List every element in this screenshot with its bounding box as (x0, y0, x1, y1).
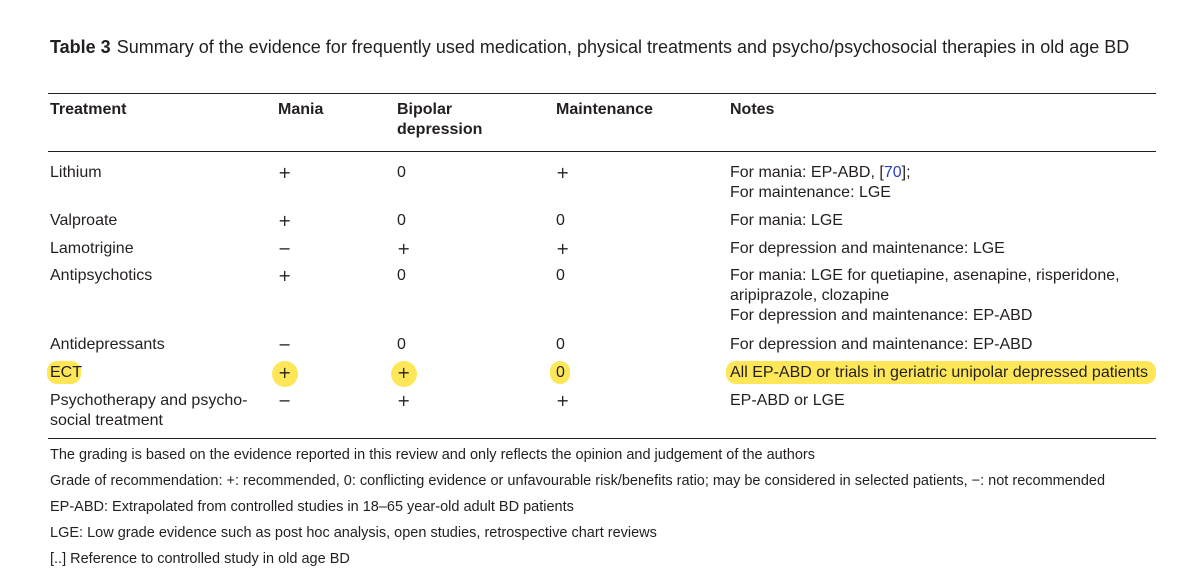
header-bipolar-depression (397, 100, 482, 140)
footnote-grade-of-recommendation: Grade of recommendation: +: recommended, 0: conflicting evidence or unfavourable risk/benefits ratio; may be considered in selected patients, −: not recommended (50, 473, 1106, 489)
row-lamotrigine-mania: − (278, 239, 292, 258)
antipsychotics-notes-line1: For mania: LGE for quetiapine, asenapine, risperidone, (730, 267, 1120, 284)
table-label: Table 3 (50, 37, 111, 57)
row-lamotrigine-notes: For depression and maintenance: LGE (730, 240, 1005, 257)
row-lithium-bipolar: 0 (397, 164, 406, 181)
row-antidepressants-mania: − (278, 335, 292, 354)
footnote-reference: [..] Reference to controlled study in old age BD (50, 551, 350, 567)
table-header-rule (48, 151, 1156, 152)
antipsychotics-notes-line3: For depression and maintenance: EP-ABD (730, 307, 1033, 324)
row-antipsychotics-bipolar: 0 (397, 267, 406, 284)
row-lamotrigine-bipolar: + (397, 239, 411, 258)
psychotherapy-treatment-line2: social treatment (50, 412, 163, 429)
table-top-rule (48, 93, 1156, 94)
row-lithium-treatment: Lithium (50, 164, 102, 181)
footnote-lge: LGE: Low grade evidence such as post hoc analysis, open studies, retrospective chart reviews (50, 525, 657, 541)
row-antipsychotics-maintenance: 0 (556, 267, 565, 284)
row-antidepressants-notes: For depression and maintenance: EP-ABD (730, 336, 1033, 353)
lithium-notes-line2: For maintenance: LGE (730, 184, 891, 201)
antipsychotics-notes-line2: aripiprazole, clozapine (730, 287, 890, 304)
row-antidepressants-maintenance: 0 (556, 336, 565, 353)
lithium-notes-suffix: ]; (901, 164, 911, 181)
table-caption (50, 34, 1160, 60)
row-psychotherapy-notes: EP-ABD or LGE (730, 392, 845, 409)
lithium-notes-text: For mania: EP-ABD, [ (730, 164, 884, 181)
row-ect-notes: All EP-ABD or trials in geriatric unipolar depressed patients (730, 364, 1148, 381)
row-valproate-bipolar: 0 (397, 212, 406, 229)
row-antipsychotics-treatment: Antipsychotics (50, 267, 153, 284)
header-bipolar-line2: depression (397, 121, 483, 138)
header-notes: Notes (730, 101, 775, 118)
row-valproate-treatment: Valproate (50, 212, 118, 229)
header-mania: Mania (278, 101, 324, 118)
row-lamotrigine-maintenance: + (556, 239, 570, 258)
header-treatment: Treatment (50, 101, 127, 118)
row-ect-mania: + (278, 363, 292, 382)
row-ect-maintenance: 0 (556, 364, 565, 381)
row-valproate-maintenance: 0 (556, 212, 565, 229)
row-psychotherapy-mania: − (278, 391, 292, 410)
row-lithium-mania: + (278, 163, 292, 182)
row-antipsychotics-mania: + (278, 266, 292, 285)
row-ect-treatment: ECT (50, 364, 82, 381)
table-bottom-rule (48, 438, 1156, 439)
row-antipsychotics-notes (730, 266, 1120, 326)
header-bipolar-line1: Bipolar (397, 101, 453, 118)
row-antidepressants-bipolar: 0 (397, 336, 406, 353)
header-maintenance: Maintenance (556, 101, 653, 118)
footnote-ep-abd: EP-ABD: Extrapolated from controlled studies in 18–65 year-old adult BD patients (50, 499, 574, 515)
psychotherapy-treatment-line1: Psychotherapy and psycho- (50, 392, 248, 409)
row-lithium-maintenance: + (556, 163, 570, 182)
row-lamotrigine-treatment: Lamotrigine (50, 240, 134, 257)
row-ect-bipolar: + (397, 363, 411, 382)
row-psychotherapy-treatment (50, 391, 247, 431)
footnote-grading: The grading is based on the evidence reported in this review and only reflects the opinion and judgement of the authors (50, 447, 815, 463)
row-lithium-notes (730, 163, 911, 203)
row-valproate-mania: + (278, 211, 292, 230)
table-caption-text: Summary of the evidence for frequently used medication, physical treatments and psycho/psychosocial therapies in old age BD (116, 37, 1130, 57)
row-antidepressants-treatment: Antidepressants (50, 336, 165, 353)
row-psychotherapy-maintenance: + (556, 391, 570, 410)
row-valproate-notes: For mania: LGE (730, 212, 843, 229)
reference-link-70[interactable]: 70 (883, 164, 902, 181)
row-psychotherapy-bipolar: + (397, 391, 411, 410)
